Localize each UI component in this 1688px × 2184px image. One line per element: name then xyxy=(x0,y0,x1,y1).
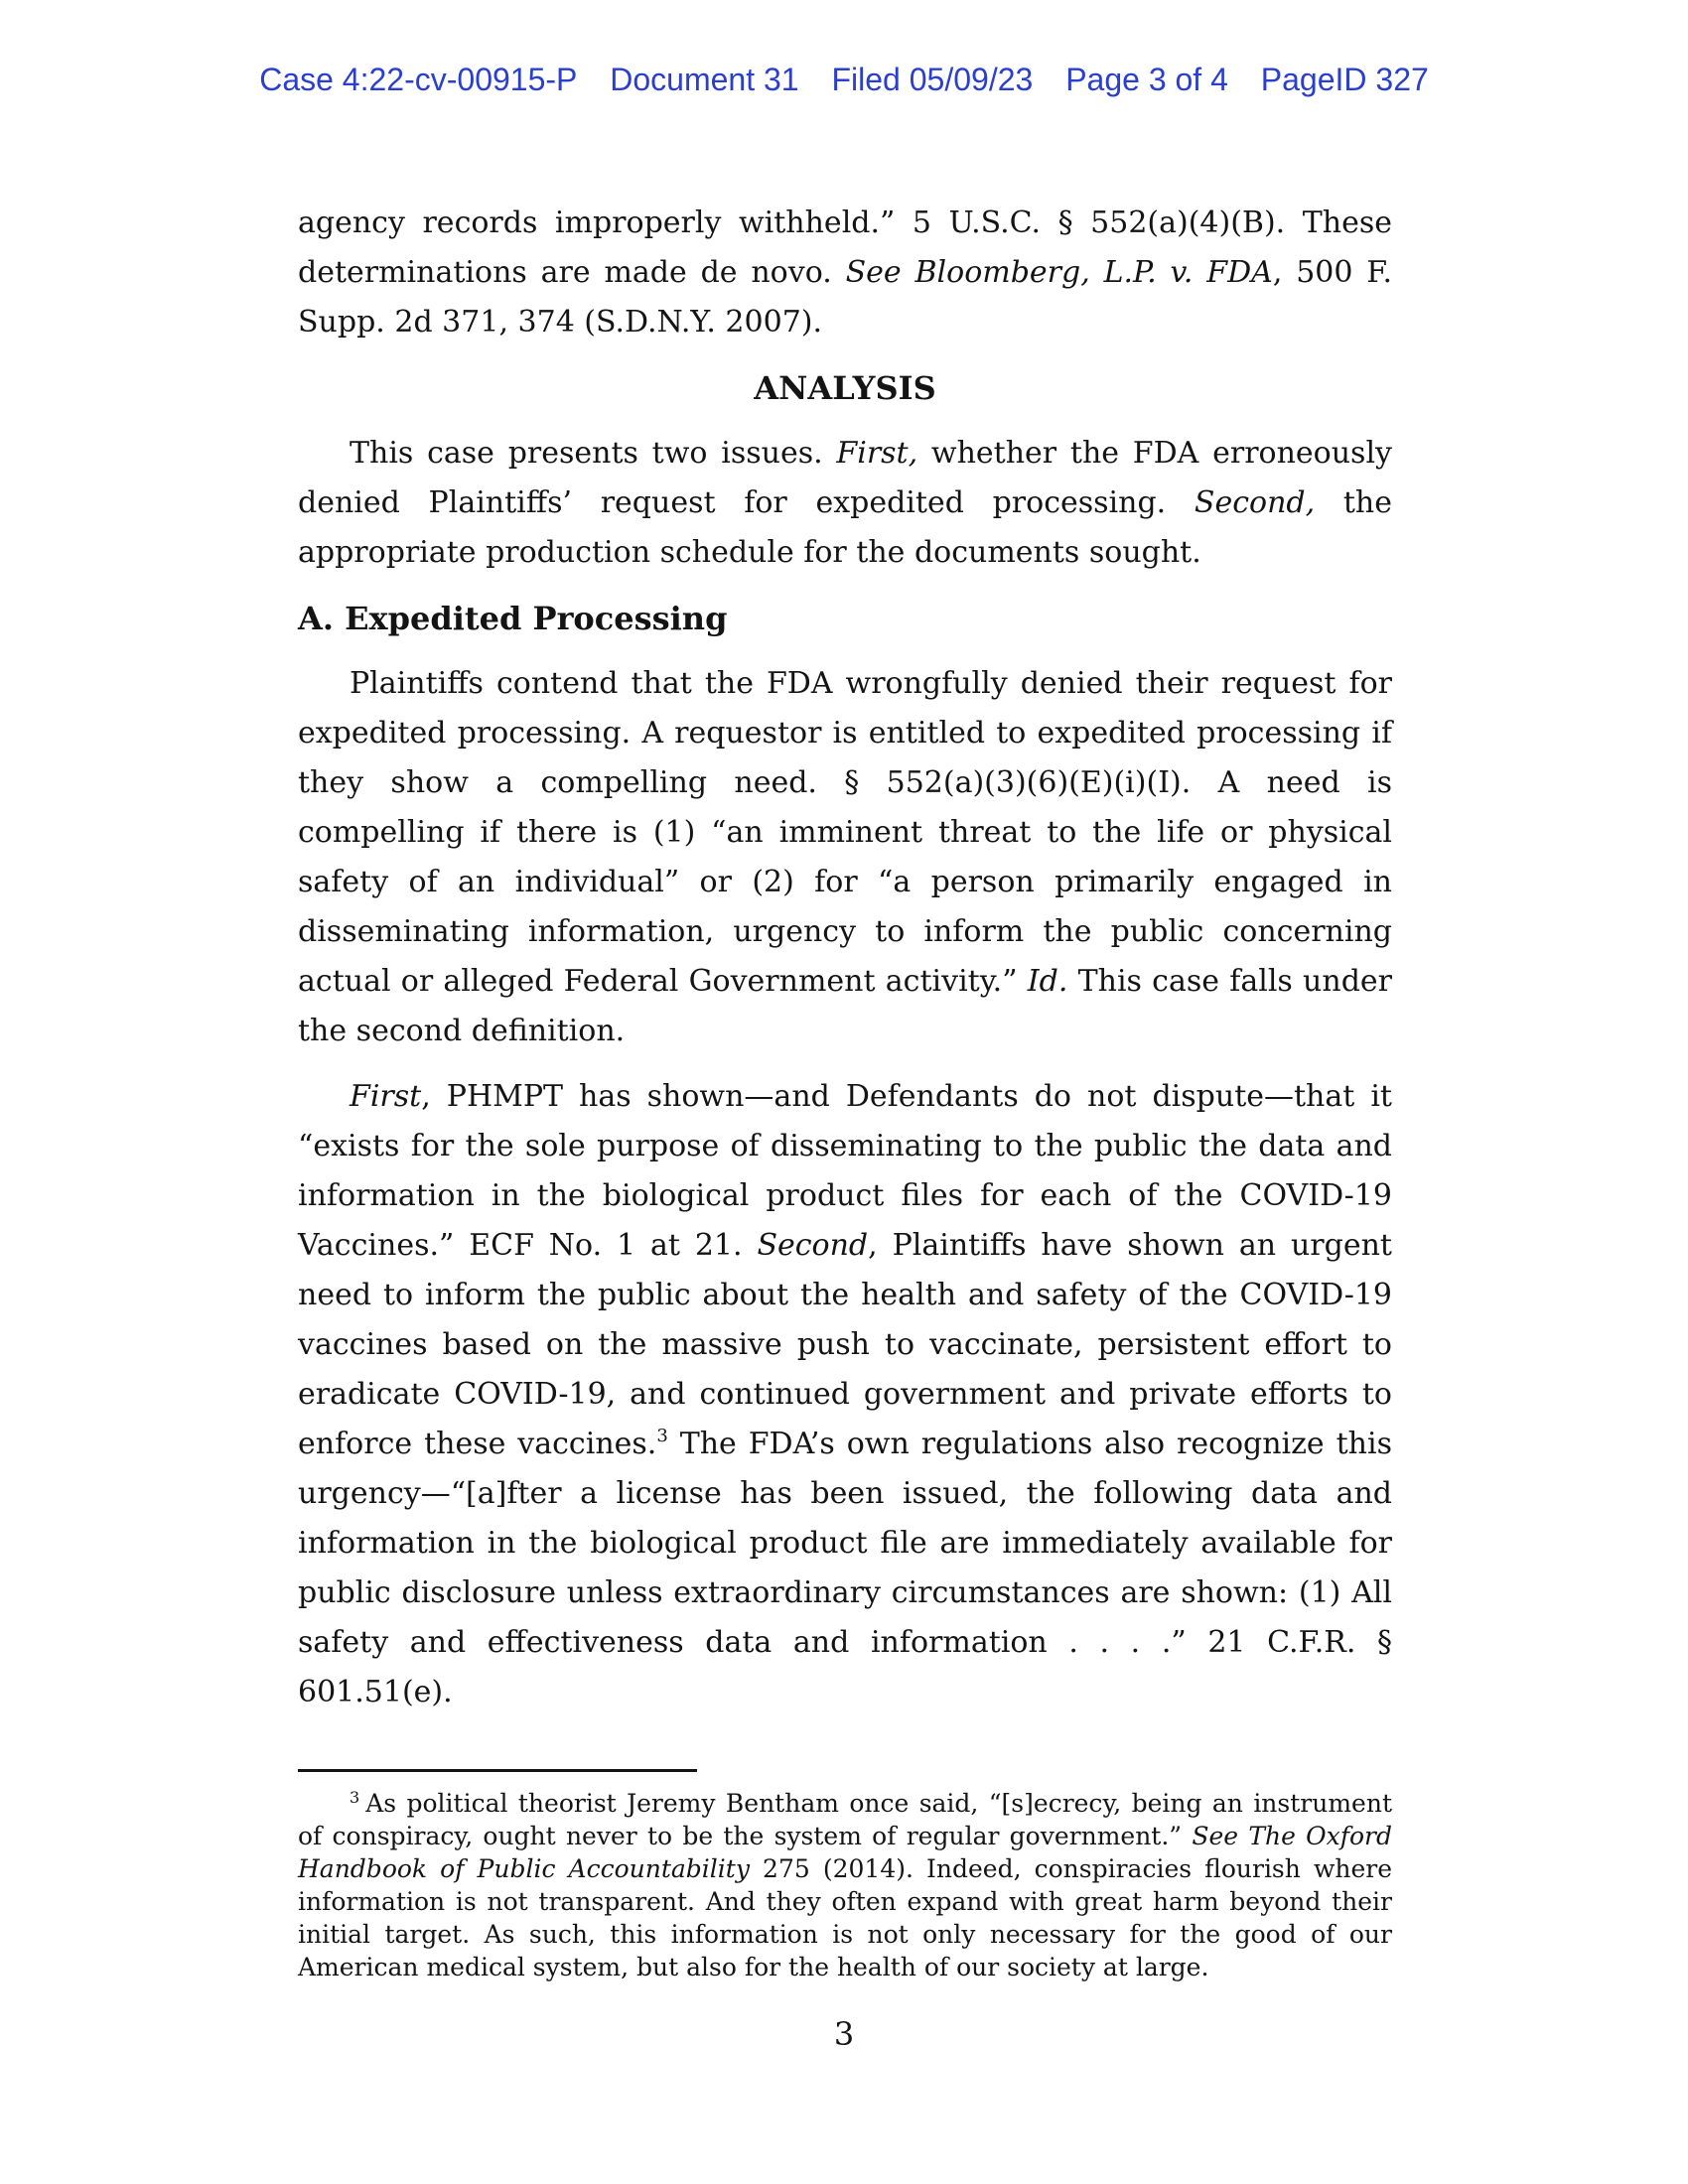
header-filed-date: Filed 05/09/23 xyxy=(831,62,1034,97)
header-page: Page 3 of 4 xyxy=(1065,62,1228,97)
paragraph-3-text-end: This case falls under the second definition. xyxy=(298,964,1392,1048)
paragraph-2-text-end: the appropriate production schedule for the documents sought. xyxy=(298,485,1392,570)
paragraph-2-text: This case presents two issues. xyxy=(350,436,837,471)
paragraph-1-text: agency records improperly withheld.” 5 U.S.C. § 552(a)(4)(B). These determinations are made de novo. xyxy=(298,205,1392,290)
footnote-text: As political theorist Jeremy Bentham once said, “[s]ecrecy, being an instrument of conspiracy, ought never to be the system of regular government.” xyxy=(298,1789,1392,1850)
first-emphasis: First, xyxy=(836,436,918,471)
second-emphasis-2: Second xyxy=(757,1228,869,1263)
paragraph-1 xyxy=(298,199,1392,347)
document-body xyxy=(298,199,1392,1717)
paragraph-4-text-end: The FDA’s own regulations also recognize this urgency—“[a]fter a license has been issued, the following data and information in the biological product file are immediately available for public disclosure unless extraordinary circumstances are shown: (1) All safety and effectiveness data and information . . . .” 21 C.F.R. § 601.51(e). xyxy=(298,1427,1392,1709)
header-case-number: Case 4:22-cv-00915-P xyxy=(259,62,578,97)
header-pageid: PageID 327 xyxy=(1260,62,1429,97)
paragraph-4-text: , PHMPT has shown—and Defendants do not dispute—that it “exists for the sole purpose of disseminating to the public the data and information in the biological product files for each of the COVID-19 Vaccines.” ECF No. 1 at 21. xyxy=(298,1079,1392,1263)
paragraph-3 xyxy=(298,659,1392,1056)
paragraph-4 xyxy=(298,1072,1392,1717)
paragraph-2 xyxy=(298,429,1392,578)
paragraph-3-text: Plaintiffs contend that the FDA wrongfully denied their request for expedited processing. A requestor is entitled to expedited processing if they show a compelling need. § 552(a)(3)(6)(E)(i)(I). A need is compelling if there is (1) “an imminent threat to the life or physical safety of an individual” or (2) for “a person primarily engaged in disseminating information, urgency to inform the public concerning actual or alleged Federal Government activity.” xyxy=(298,666,1392,999)
second-emphasis: Second, xyxy=(1194,485,1316,520)
first-emphasis-2: First xyxy=(350,1079,422,1114)
citation-bloomberg: See Bloomberg, L.P. v. FDA xyxy=(845,255,1273,290)
footnote-reference: 3 xyxy=(656,1426,668,1446)
footnote-3 xyxy=(298,1787,1392,1983)
paragraph-4-text-mid: , Plaintiffs have shown an urgent need to inform the public about the health and safety of the COVID-19 vaccines based on the massive push to vaccinate, persistent effort to eradicate COVID-19, and continued government and private efforts to enforce these vaccines. xyxy=(298,1228,1392,1461)
citation-oxford-handbook: See The Oxford Handbook of Public Accountability xyxy=(298,1822,1392,1883)
footnote-mark: 3 xyxy=(350,1788,360,1807)
section-a-heading: A. Expedited Processing xyxy=(298,600,728,637)
header-document: Document 31 xyxy=(610,62,799,97)
paragraph-1-text-end: , 500 F. Supp. 2d 371, 374 (S.D.N.Y. 2007). xyxy=(298,255,1392,340)
id-citation: Id. xyxy=(1027,964,1068,999)
footnote-text-end: 275 (2014). Indeed, conspiracies flourish where information is not transparent. And they often expand with great harm beyond their initial target. As such, this information is not only necessary for the good of our American medical system, but also for the health of our society at large. xyxy=(298,1854,1392,1981)
case-header xyxy=(0,62,1688,98)
analysis-heading: ANALYSIS xyxy=(754,369,936,407)
page-number: 3 xyxy=(833,2015,855,2053)
paragraph-2-text-mid: whether the FDA erroneously denied Plaintiffs’ request for expedited processing. xyxy=(298,436,1393,520)
footnote-divider xyxy=(298,1769,697,1772)
